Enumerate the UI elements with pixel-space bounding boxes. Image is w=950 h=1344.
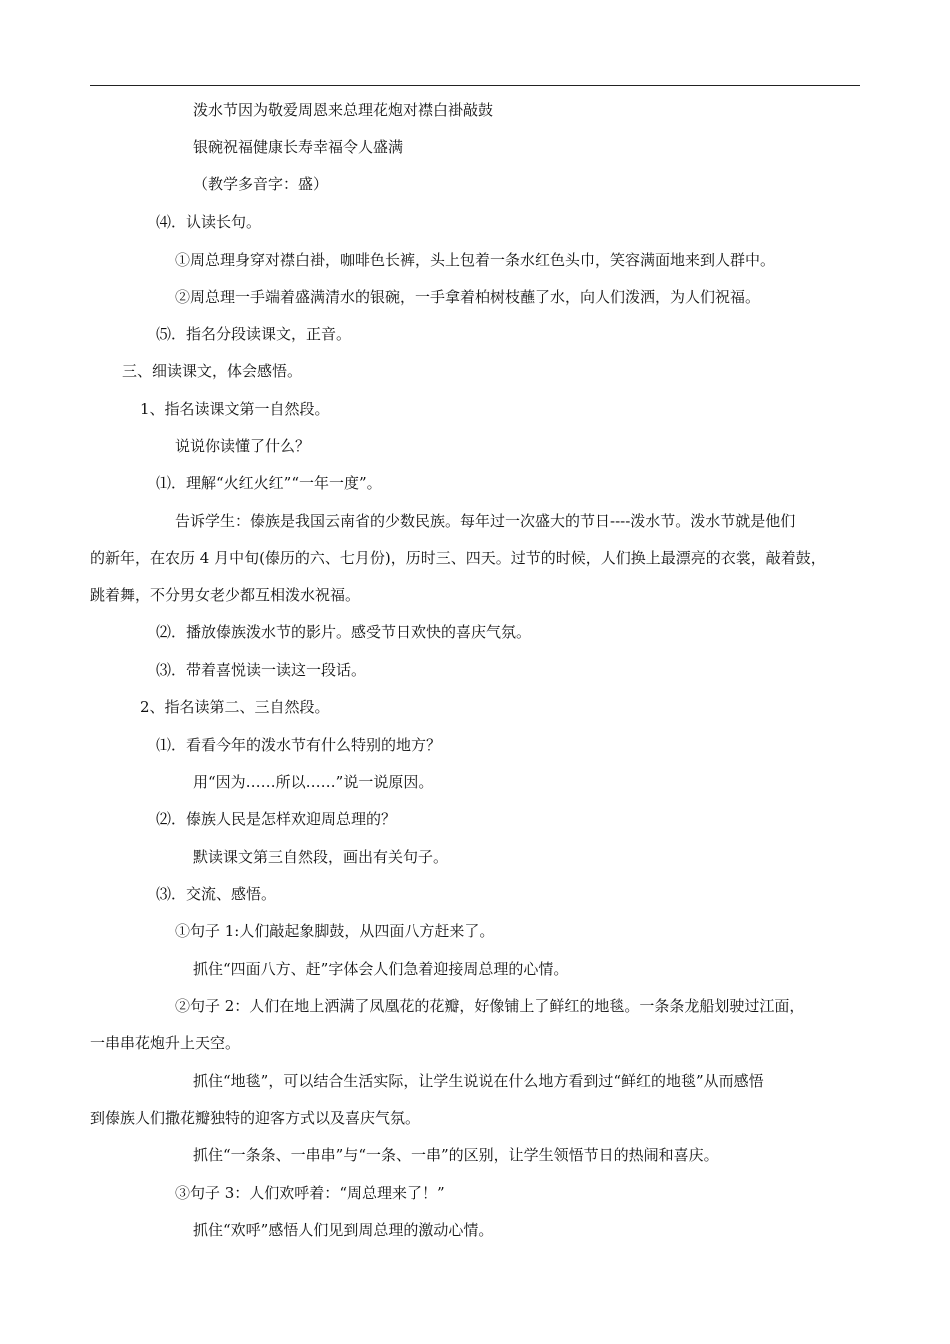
sentence-2-note-2: 抓住“一条条、一串串”与“一条、一串”的区别，让学生领悟节日的热闹和喜庆。	[193, 1146, 719, 1164]
long-sentence-2: ②周总理一手端着盛满清水的银碗，一手拿着柏树枝蘸了水，向人们泼洒，为人们祝福。	[175, 288, 761, 306]
sentence-2-note-1-cont: 到傣族人们撒花瓣独特的迎客方式以及喜庆气氛。	[90, 1109, 421, 1127]
vocab-line-2: 银碗祝福健康长寿幸福令人盛满	[193, 138, 404, 156]
item-2-heading: 2、指名读第二、三自然段。	[140, 698, 330, 716]
paragraph-line: 的新年，在农历 4 月中旬(傣历的六、七月份)，历时三、四天。过节的时候，人们换上最漂亮的衣裳，敲着鼓，	[90, 549, 826, 567]
section-3-heading: 三、细读课文，体会感悟。	[122, 362, 303, 380]
item-2-sub-1: ⑴．看看今年的泼水节有什么特别的地方？	[156, 736, 442, 754]
header-rule	[90, 85, 860, 86]
sentence-2: ②句子 2：人们在地上洒满了凤凰花的花瓣，好像铺上了鲜红的地毯。一条条龙船划驶过江面，	[175, 997, 805, 1015]
step-5-heading: ⑸．指名分段读课文，正音。	[156, 325, 352, 343]
sentence-2-cont: 一串串花炮升上天空。	[90, 1034, 241, 1052]
item-2-sub-2: ⑵．傣族人民是怎样欢迎周总理的？	[156, 810, 397, 828]
item-2-sub-1-note: 用“因为……所以……”说一说原因。	[193, 773, 434, 791]
item-2-sub-3: ⑶．交流、感悟。	[156, 885, 277, 903]
item-1-sub-1: ⑴．理解“火红火红”“一年一度”。	[156, 474, 382, 492]
long-sentence-1: ①周总理身穿对襟白褂，咖啡色长裤，头上包着一条水红色头巾，笑容满面地来到人群中。	[175, 251, 776, 269]
vocab-line-1: 泼水节因为敬爱周恩来总理花炮对襟白褂敲鼓	[193, 101, 494, 119]
sentence-3: ③句子 3：人们欢呼着：“周总理来了！”	[175, 1184, 445, 1202]
item-1-heading: 1、指名读课文第一自然段。	[140, 400, 330, 418]
sentence-1-note: 抓住“四面八方、赶”字体会人们急着迎接周总理的心情。	[193, 960, 569, 978]
paragraph-line: 告诉学生：傣族是我国云南省的少数民族。每年过一次盛大的节日----泼水节。泼水节就是他们	[175, 512, 796, 530]
item-1-sub-3: ⑶．带着喜悦读一读这一段话。	[156, 661, 367, 679]
step-4-heading: ⑷．认读长句。	[156, 213, 262, 231]
item-2-sub-2-note: 默读课文第三自然段，画出有关句子。	[193, 848, 449, 866]
sentence-2-note-1: 抓住“地毯”，可以结合生活实际，让学生说说在什么地方看到过“鲜红的地毯”从而感悟	[193, 1072, 764, 1090]
sentence-1: ①句子 1:人们敲起象脚鼓，从四面八方赶来了。	[175, 922, 495, 940]
item-1-sub-2: ⑵．播放傣族泼水节的影片。感受节日欢快的喜庆气氛。	[156, 623, 532, 641]
paragraph-line: 跳着舞，不分男女老少都互相泼水祝福。	[90, 586, 361, 604]
polyphone-note: （教学多音字：盛）	[193, 175, 329, 193]
sentence-3-note: 抓住“欢呼”感悟人们见到周总理的激动心情。	[193, 1221, 494, 1239]
item-1-question: 说说你读懂了什么？	[175, 437, 311, 455]
